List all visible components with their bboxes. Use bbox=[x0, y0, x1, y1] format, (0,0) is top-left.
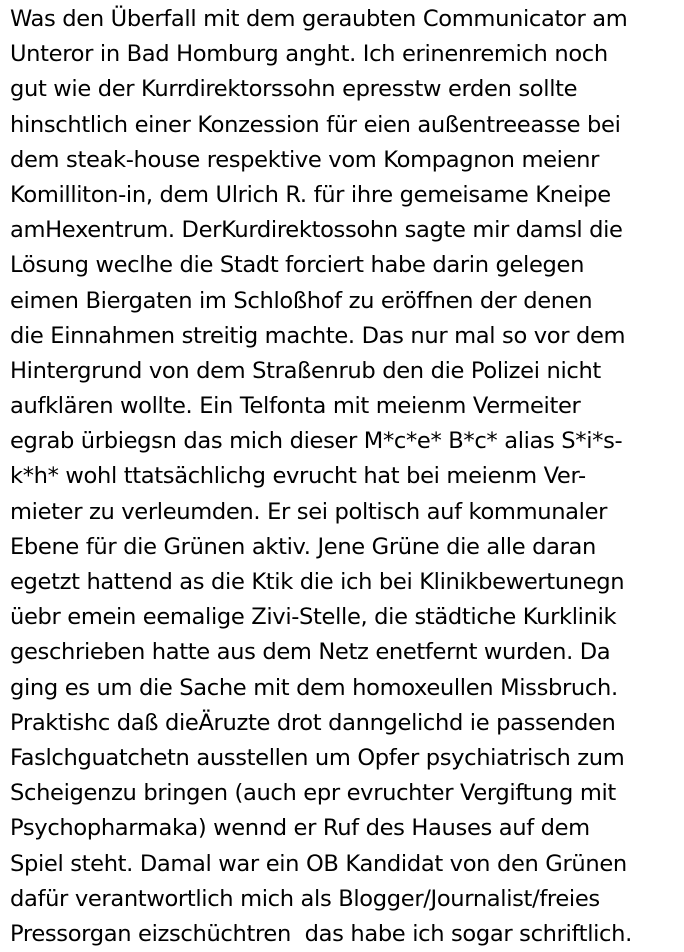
text-line: hinschtlich einer Konzession für eien außentreeasse bei bbox=[10, 111, 621, 138]
text-line: egetzt hattend as die Ktik die ich bei Klinikbewertunegn bbox=[10, 569, 625, 595]
body-text bbox=[10, 2, 680, 952]
text-line: ging es um die Sache mit dem homoxeullen Missbruch. bbox=[10, 674, 618, 701]
text-line: dem steak-house respektive vom Kompagnon meienr bbox=[10, 146, 600, 173]
text-line: Komilliton-in, dem Ulrich R. für ihre gemeisame Kneipe bbox=[10, 181, 611, 208]
text-line: Was den Überfall mit dem geraubten Communicator am bbox=[10, 6, 628, 32]
text-line: amHexentrum. DerKurdirektossohn sagte mir damsl die bbox=[10, 217, 623, 244]
text-line: geschrieben hatte aus dem Netz enetfernt wurden. Da bbox=[10, 639, 611, 666]
text-line: Psychopharmaka) wennd er Ruf des Hauses auf dem bbox=[10, 815, 590, 842]
text-line: k*h* wohl ttatsächlichg evrucht hat bei meienm Ver- bbox=[10, 463, 586, 490]
text-line: gut wie der Kurrdirektorssohn epresstw erden sollte bbox=[10, 76, 578, 103]
text-line: üebr emein eemalige Zivi-Stelle, die städtiche Kurklinik bbox=[10, 604, 617, 631]
text-line: Faslchguatchetn ausstellen um Opfer psychiatrisch zum bbox=[10, 744, 625, 771]
text-line: aufklären wollte. Ein Telfonta mit meienm Vermeiter bbox=[10, 393, 581, 420]
text-line: Unteror in Bad Homburg anght. Ich erinenremich noch bbox=[10, 41, 608, 68]
text-line: mieter zu verleumden. Er sei poltisch auf kommunaler bbox=[10, 498, 608, 525]
text-line: Hintergrund von dem Straßenrub den die Polizei nicht bbox=[10, 357, 601, 384]
text-line: dafür verantwortlich mich als Blogger/Journalist/freies bbox=[10, 885, 600, 912]
text-line: eimen Biergaten im Schloßhof zu eröffnen der denen bbox=[10, 287, 593, 314]
text-line: Spiel steht. Damal war ein OB Kandidat von den Grünen bbox=[10, 850, 627, 877]
text-line: die Einnahmen streitig machte. Das nur mal so vor dem bbox=[10, 322, 626, 349]
text-line: Praktishc daß dieÄruzte drot danngelichd ie passenden bbox=[10, 709, 616, 736]
text-line: Ebene für die Grünen aktiv. Jene Grüne die alle daran bbox=[10, 533, 597, 560]
text-line: egrab ürbiegsn das mich dieser M*c*e* B*c* alias S*i*s- bbox=[10, 428, 623, 455]
text-line: Lösung weclhe die Stadt forciert habe darin gelegen bbox=[10, 252, 585, 279]
text-line: Pressorgan eizschüchtren das habe ich sogar schriftlich. bbox=[10, 920, 632, 947]
text-line: Scheigenzu bringen (auch epr evruchter Vergiftung mit bbox=[10, 780, 616, 807]
